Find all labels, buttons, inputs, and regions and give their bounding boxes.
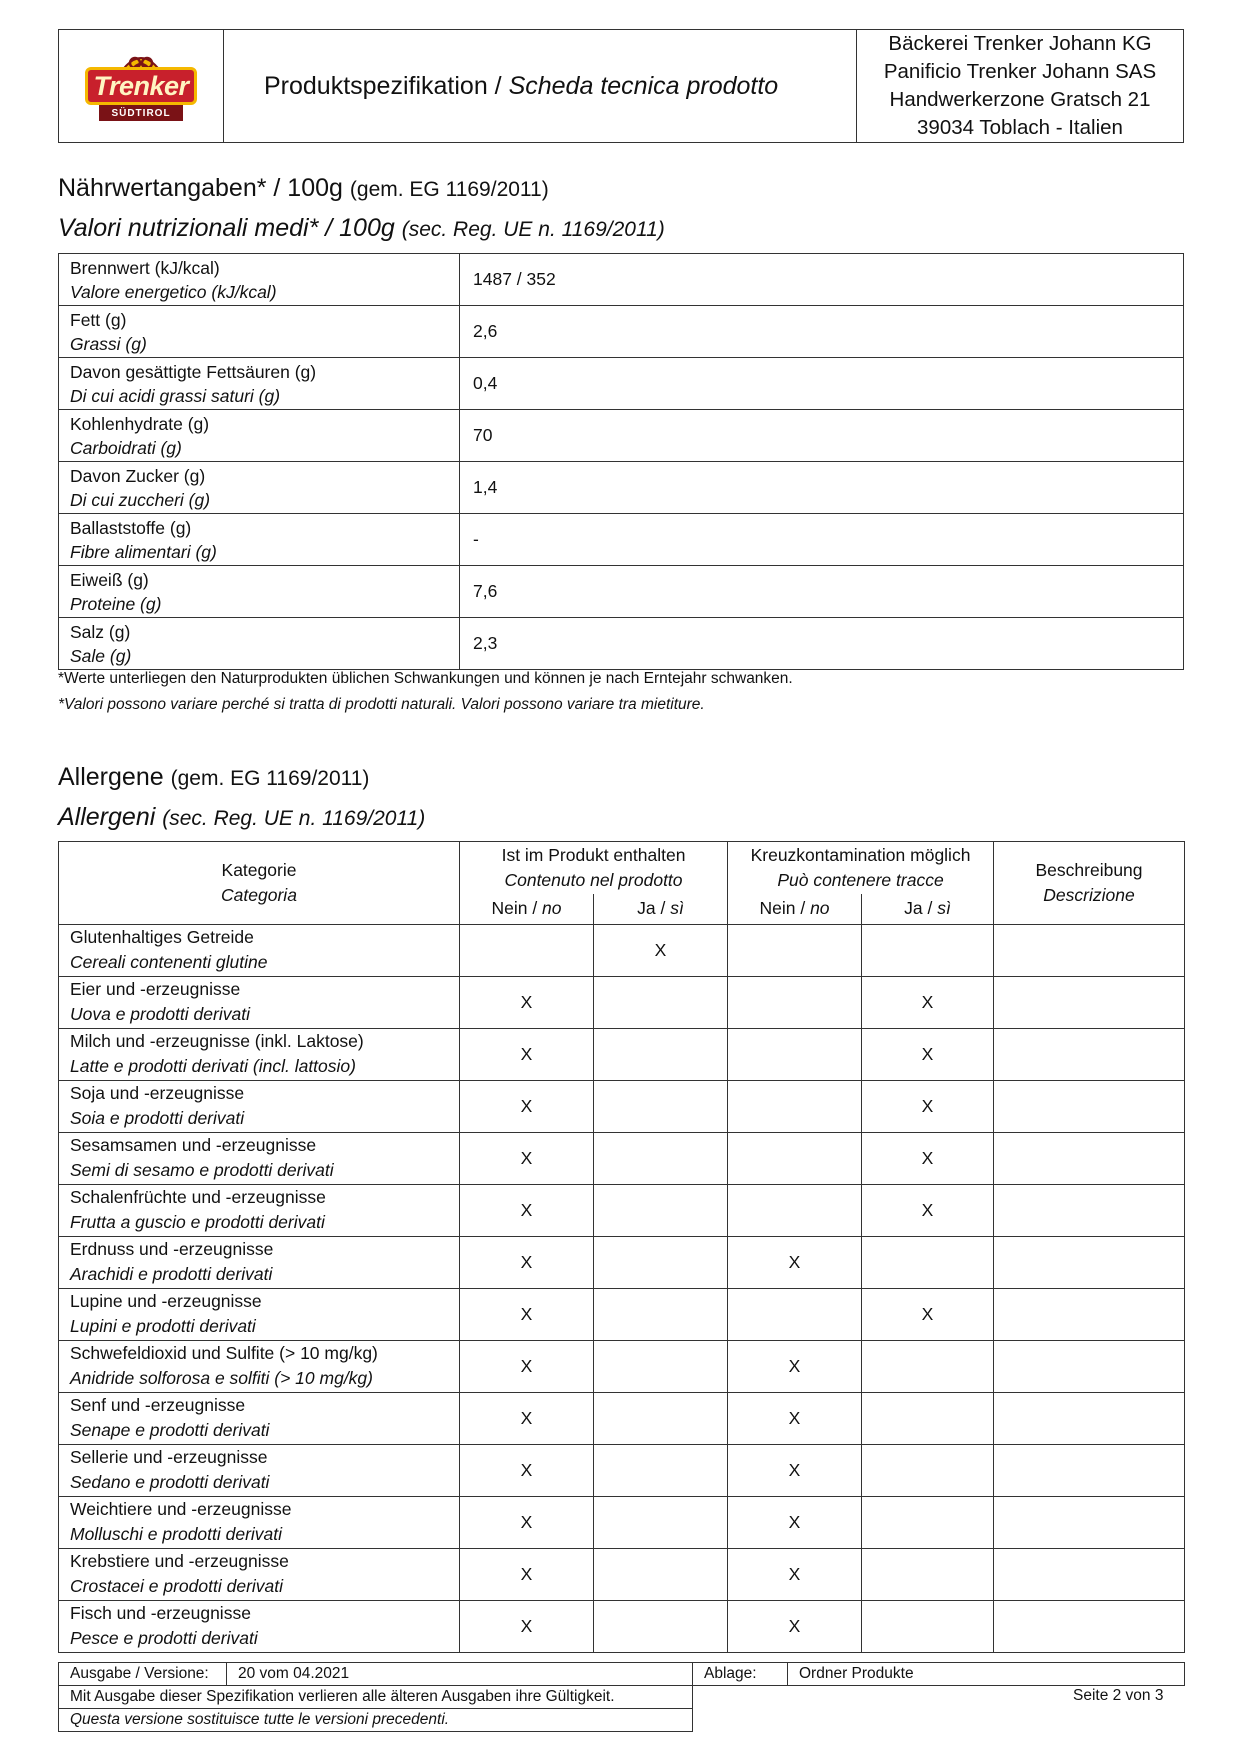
allergen-name-it: Soia e prodotti derivati [70, 1108, 245, 1128]
nutrient-label [59, 618, 460, 670]
nutrient-value: 0,4 [460, 358, 1184, 410]
allergen-name-de: Krebstiere und -erzeugnisse [70, 1551, 289, 1571]
allergen-name-de: Eier und -erzeugnisse [70, 979, 241, 999]
cross-yes-mark: X [862, 1080, 994, 1132]
cross-no-mark: X [728, 1600, 862, 1652]
nutrient-value: 7,6 [460, 566, 1184, 618]
allergen-name-it: Frutta a guscio e prodotti derivati [70, 1212, 325, 1232]
nutrient-name-de: Eiweiß (g) [70, 569, 149, 590]
cross-no-mark [728, 1028, 862, 1080]
nutrient-value: 2,3 [460, 618, 1184, 670]
allergen-description [994, 1496, 1185, 1548]
contained-yes-mark [594, 1496, 728, 1548]
allergen-heading-de: Allergene (gem. EG 1169/2011) [58, 763, 370, 791]
allergen-description [994, 1288, 1185, 1340]
allergen-label [59, 1496, 460, 1548]
nutrition-ref-it: (sec. Reg. UE n. 1169/2011) [401, 218, 665, 241]
allergen-row [59, 1496, 1185, 1548]
allergen-name-it: Cereali contenenti glutine [70, 952, 268, 972]
nutrition-note-de: *Werte unterliegen den Naturprodukten üblichen Schwankungen und können je nach Erntejahr schwanken. [58, 670, 793, 687]
contained-yes-mark [594, 1444, 728, 1496]
logo-region: SÜDTIROL [99, 105, 183, 121]
allergen-name-it: Pesce e prodotti derivati [70, 1628, 258, 1648]
allergen-name-de: Sellerie und -erzeugnisse [70, 1447, 268, 1467]
contained-no-mark: X [460, 1392, 594, 1444]
contained-no-mark [460, 924, 594, 976]
allergen-description [994, 1080, 1185, 1132]
address-line: 39034 Toblach - Italien [917, 116, 1123, 139]
col-cross-contamination: Kreuzkontamination möglich Può contenere tracce [728, 842, 994, 895]
nutrition-row [59, 462, 1184, 514]
allergen-name-de: Weichtiere und -erzeugnisse [70, 1499, 292, 1519]
filing-label: Ablage: [693, 1663, 788, 1686]
allergen-description [994, 1340, 1185, 1392]
nutrition-table [58, 253, 1184, 670]
allergen-row [59, 1080, 1185, 1132]
allergen-label [59, 1080, 460, 1132]
contained-no-mark: X [460, 1496, 594, 1548]
address-line: Panificio Trenker Johann SAS [883, 60, 1157, 83]
cross-no-mark [728, 1132, 862, 1184]
nutrient-label [59, 254, 460, 306]
allergen-name-it: Anidride solforosa e solfiti (> 10 mg/kg) [70, 1368, 373, 1388]
col-cross-no: Nein / no [728, 894, 862, 924]
allergen-name-de: Lupine und -erzeugnisse [70, 1291, 262, 1311]
contained-yes-mark [594, 976, 728, 1028]
contained-no-mark: X [460, 1080, 594, 1132]
cross-no-mark: X [728, 1496, 862, 1548]
allergen-ref-it: (sec. Reg. UE n. 1169/2011) [162, 807, 426, 830]
allergen-name-it: Latte e prodotti derivati (incl. lattosio) [70, 1056, 356, 1076]
allergen-row [59, 1392, 1185, 1444]
allergen-row [59, 1288, 1185, 1340]
allergen-row [59, 1236, 1185, 1288]
nutrition-row [59, 514, 1184, 566]
nutrition-heading-it: Valori nutrizionali medi* / 100g (sec. Reg. UE n. 1169/2011) [58, 214, 665, 242]
allergen-label [59, 1028, 460, 1080]
allergen-description [994, 1392, 1185, 1444]
nutrition-note-it: *Valori possono variare perché si tratta di prodotti naturali. Valori possono variare tra mietiture. [58, 696, 705, 713]
nutrition-row [59, 254, 1184, 306]
cross-yes-mark [862, 1496, 994, 1548]
nutrient-name-it: Valore energetico (kJ/kcal) [70, 281, 277, 302]
cross-yes-mark [862, 1340, 994, 1392]
nutrient-label [59, 306, 460, 358]
allergen-name-it: Uova e prodotti derivati [70, 1004, 250, 1024]
cross-yes-mark: X [862, 1132, 994, 1184]
cross-no-mark [728, 1184, 862, 1236]
contained-no-mark: X [460, 976, 594, 1028]
allergen-row [59, 924, 1185, 976]
version-value: 20 vom 04.2021 [227, 1663, 693, 1686]
cross-no-mark: X [728, 1236, 862, 1288]
allergen-description [994, 1600, 1185, 1652]
nutrient-label [59, 514, 460, 566]
nutrient-name-it: Sale (g) [70, 645, 132, 666]
contained-yes-mark [594, 1288, 728, 1340]
filing-value: Ordner Produkte [788, 1663, 1185, 1686]
address-line: Handwerkerzone Gratsch 21 [889, 88, 1151, 111]
cross-yes-mark: X [862, 1288, 994, 1340]
nutrient-name-de: Fett (g) [70, 309, 127, 330]
nutrition-row [59, 358, 1184, 410]
allergen-heading-it: Allergeni (sec. Reg. UE n. 1169/2011) [58, 803, 426, 831]
allergen-name-de: Soja und -erzeugnisse [70, 1083, 245, 1103]
allergen-label [59, 1184, 460, 1236]
contained-yes-mark: X [594, 924, 728, 976]
cross-yes-mark [862, 1444, 994, 1496]
allergen-ref-de: (gem. EG 1169/2011) [170, 767, 370, 790]
allergen-name-de: Schalenfrüchte und -erzeugnisse [70, 1187, 326, 1207]
allergen-description [994, 976, 1185, 1028]
validity-note-it: Questa versione sostituisce tutte le versioni precedenti. [59, 1709, 693, 1732]
allergen-description [994, 1132, 1185, 1184]
nutrition-row [59, 618, 1184, 670]
nutrient-value: 2,6 [460, 306, 1184, 358]
contained-no-mark: X [460, 1444, 594, 1496]
nutrient-label [59, 462, 460, 514]
cross-no-mark [728, 976, 862, 1028]
nutrient-name-de: Brennwert (kJ/kcal) [70, 257, 220, 278]
cross-no-mark [728, 1288, 862, 1340]
nutrient-name-de: Salz (g) [70, 621, 131, 642]
allergen-label [59, 1340, 460, 1392]
allergen-row [59, 1184, 1185, 1236]
allergen-description [994, 1184, 1185, 1236]
allergen-name-de: Senf und -erzeugnisse [70, 1395, 246, 1415]
contained-yes-mark [594, 1340, 728, 1392]
contained-yes-mark [594, 1080, 728, 1132]
cross-no-mark: X [728, 1392, 862, 1444]
col-contained-yes: Ja / sì [594, 894, 728, 924]
allergen-description [994, 1236, 1185, 1288]
allergen-label [59, 1288, 460, 1340]
allergen-label [59, 1600, 460, 1652]
cross-yes-mark [862, 1392, 994, 1444]
allergen-row [59, 1548, 1185, 1600]
contained-yes-mark [594, 1028, 728, 1080]
nutrient-value: 70 [460, 410, 1184, 462]
nutrition-row [59, 306, 1184, 358]
col-cross-yes: Ja / sì [862, 894, 994, 924]
contained-no-mark: X [460, 1132, 594, 1184]
nutrient-value: 1,4 [460, 462, 1184, 514]
title-it: Scheda tecnica prodotto [508, 71, 779, 100]
logo-brand: Trenker [85, 67, 197, 105]
allergen-name-it: Crostacei e prodotti derivati [70, 1576, 284, 1596]
allergen-label [59, 924, 460, 976]
contained-no-mark: X [460, 1288, 594, 1340]
nutrient-name-de: Ballaststoffe (g) [70, 517, 192, 538]
contained-no-mark: X [460, 1548, 594, 1600]
col-category: Kategorie Categoria [59, 842, 460, 925]
trenker-logo [85, 47, 197, 125]
nutrition-heading-de: Nährwertangaben* / 100g (gem. EG 1169/2011) [58, 174, 549, 202]
allergen-name-de: Fisch und -erzeugnisse [70, 1603, 251, 1623]
nutrient-label [59, 358, 460, 410]
allergen-label [59, 1444, 460, 1496]
allergen-row [59, 1132, 1185, 1184]
cross-no-mark [728, 1080, 862, 1132]
contained-yes-mark [594, 1548, 728, 1600]
allergen-name-it: Lupini e prodotti derivati [70, 1316, 256, 1336]
allergen-name-it: Semi di sesamo e prodotti derivati [70, 1160, 334, 1180]
allergen-row [59, 1600, 1185, 1652]
contained-yes-mark [594, 1132, 728, 1184]
document-header [58, 29, 1184, 143]
nutrient-name-de: Kohlenhydrate (g) [70, 413, 210, 434]
nutrient-name-it: Grassi (g) [70, 333, 147, 354]
nutrient-name-de: Davon gesättigte Fettsäuren (g) [70, 361, 317, 382]
allergen-table [58, 841, 1185, 1653]
cross-no-mark [728, 924, 862, 976]
allergen-name-de: Glutenhaltiges Getreide [70, 927, 254, 947]
document-title [224, 30, 857, 142]
nutrition-row [59, 566, 1184, 618]
allergen-label [59, 976, 460, 1028]
allergen-row [59, 1028, 1185, 1080]
contained-no-mark: X [460, 1236, 594, 1288]
allergen-name-it: Sedano e prodotti derivati [70, 1472, 270, 1492]
allergen-name-it: Arachidi e prodotti derivati [70, 1264, 273, 1284]
allergen-description [994, 924, 1185, 976]
nutrition-row [59, 410, 1184, 462]
nutrient-name-it: Di cui zuccheri (g) [70, 489, 211, 510]
company-address [857, 30, 1183, 142]
nutrition-ref-de: (gem. EG 1169/2011) [349, 178, 549, 201]
version-label: Ausgabe / Versione: [59, 1663, 227, 1686]
allergen-name-de: Schwefeldioxid und Sulfite (> 10 mg/kg) [70, 1343, 378, 1363]
allergen-row [59, 1340, 1185, 1392]
document-footer [58, 1662, 1185, 1732]
cross-yes-mark: X [862, 1028, 994, 1080]
cross-yes-mark: X [862, 1184, 994, 1236]
nutrient-name-it: Proteine (g) [70, 593, 162, 614]
contained-yes-mark [594, 1236, 728, 1288]
cross-yes-mark [862, 1236, 994, 1288]
cross-no-mark: X [728, 1340, 862, 1392]
allergen-label [59, 1236, 460, 1288]
nutrient-label [59, 566, 460, 618]
allergen-label [59, 1132, 460, 1184]
cross-yes-mark [862, 1600, 994, 1652]
contained-yes-mark [594, 1392, 728, 1444]
nutrient-name-it: Carboidrati (g) [70, 437, 182, 458]
nutrient-value: - [460, 514, 1184, 566]
col-contained: Ist im Produkt enthalten Contenuto nel prodotto [460, 842, 728, 895]
cross-yes-mark: X [862, 976, 994, 1028]
allergen-description [994, 1548, 1185, 1600]
contained-no-mark: X [460, 1340, 594, 1392]
cross-no-mark: X [728, 1444, 862, 1496]
nutrient-name-it: Di cui acidi grassi saturi (g) [70, 385, 281, 406]
allergen-row [59, 1444, 1185, 1496]
cross-yes-mark [862, 924, 994, 976]
title-de: Produktspezifikation / [264, 71, 502, 100]
address-line: Bäckerei Trenker Johann KG [888, 32, 1152, 55]
nutrient-name-it: Fibre alimentari (g) [70, 541, 217, 562]
page-number: Seite 2 von 3 [1073, 1687, 1164, 1704]
validity-note-de: Mit Ausgabe dieser Spezifikation verlieren alle älteren Ausgaben ihre Gültigkeit. [59, 1686, 693, 1709]
nutrient-name-de: Davon Zucker (g) [70, 465, 206, 486]
allergen-label [59, 1392, 460, 1444]
allergen-row [59, 976, 1185, 1028]
allergen-name-it: Senape e prodotti derivati [70, 1420, 270, 1440]
logo-cell [59, 30, 224, 142]
allergen-name-de: Milch und -erzeugnisse (inkl. Laktose) [70, 1031, 364, 1051]
allergen-description [994, 1444, 1185, 1496]
contained-no-mark: X [460, 1028, 594, 1080]
cross-yes-mark [862, 1548, 994, 1600]
allergen-name-de: Sesamsamen und -erzeugnisse [70, 1135, 317, 1155]
nutrient-value: 1487 / 352 [460, 254, 1184, 306]
allergen-description [994, 1028, 1185, 1080]
contained-no-mark: X [460, 1600, 594, 1652]
nutrient-label [59, 410, 460, 462]
allergen-label [59, 1548, 460, 1600]
col-description: Beschreibung Descrizione [994, 842, 1185, 925]
contained-no-mark: X [460, 1184, 594, 1236]
col-contained-no: Nein / no [460, 894, 594, 924]
allergen-name-de: Erdnuss und -erzeugnisse [70, 1239, 274, 1259]
allergen-name-it: Molluschi e prodotti derivati [70, 1524, 283, 1544]
contained-yes-mark [594, 1600, 728, 1652]
contained-yes-mark [594, 1184, 728, 1236]
cross-no-mark: X [728, 1548, 862, 1600]
